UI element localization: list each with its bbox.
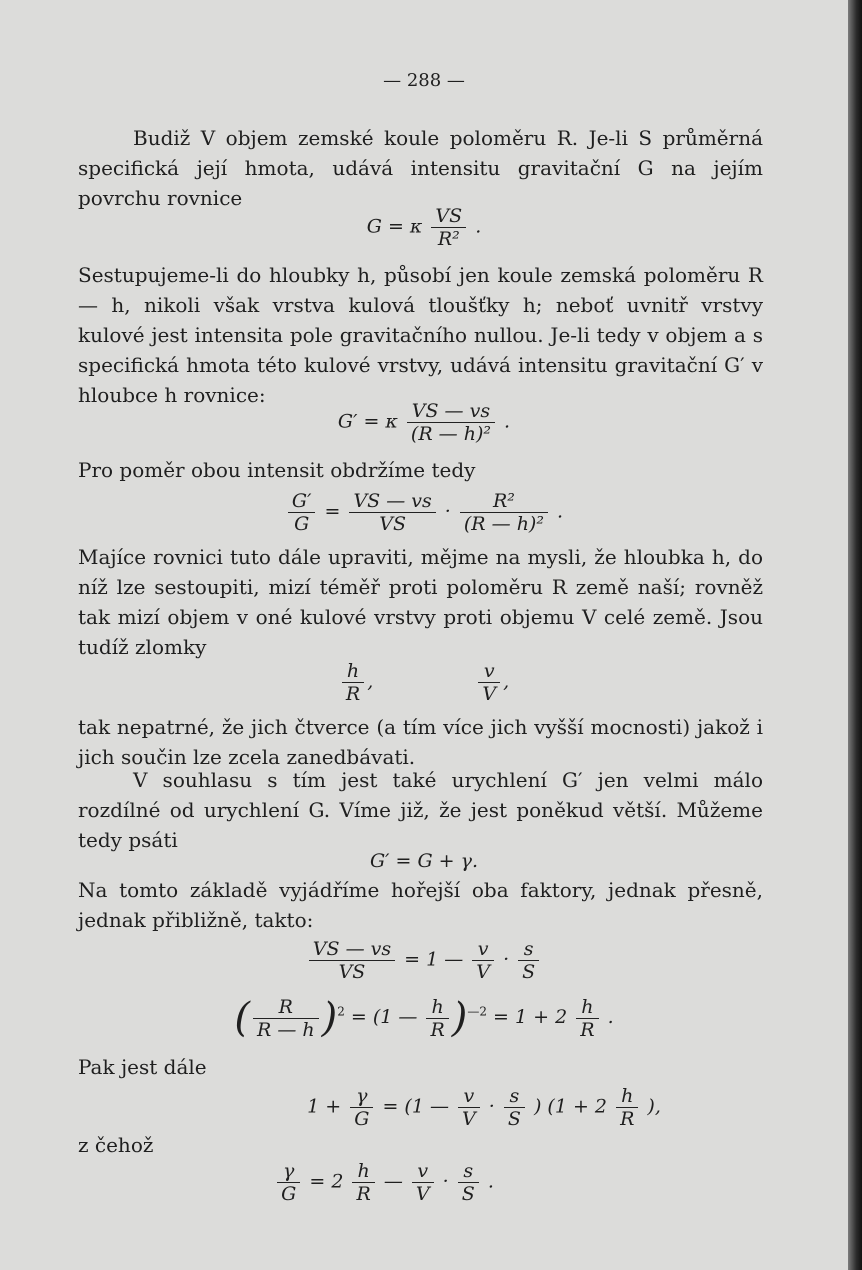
book-spine-edge xyxy=(848,0,862,1270)
paragraph-8: Pak jest dále xyxy=(78,1055,207,1079)
paragraph-7: Na tomto základě vyjádříme hořejší oba faktory, jednak přesně, jednak přibližně, takto: xyxy=(78,878,763,932)
page-number: — 288 — xyxy=(383,70,465,91)
paragraph-1: Budiž V objem zemské koule poloměru R. Je-li S průměrná specifická její hmota, udává intensitu gravitační G na jejím povrchu rovnice xyxy=(78,126,763,210)
equation-6: ( $\frac{R}{R — h}$ )$^2$ = (1 — $\frac{h}{R}$ )$^{—2}$ = 1 + 2 $\frac{h}{R}$ . xyxy=(234,995,614,1041)
fractions-list: $\frac{h}{R}$ , $\frac{v}{V}$ , xyxy=(0,660,848,705)
paragraph-9: z čehož xyxy=(78,1133,154,1157)
equation-3: $\frac{G'}{G}$ = $\frac{VS — vs}{VS}$ · $\frac{\text{R²}}{\text{(R — h)²}}$ . xyxy=(0,490,848,535)
paragraph-5: tak nepatrné, že jich čtverce (a tím více jich vyšší mocnosti) jakož i jich součin lze zcela zanedbávati. xyxy=(78,715,763,769)
paragraph-3: Pro poměr obou intensit obdržíme tedy xyxy=(78,458,476,482)
equation-1: G = κ $\frac{VS}{\text{R²}}$ . xyxy=(366,205,482,250)
paragraph-4: Majíce rovnici tuto dále upraviti, mějme na mysli, že hloubka h, do níž lze sestoupiti, mizí téměř proti poloměru R země naší; rovněž tak mizí objem v oné kulové vrstvy proti objemu V celé země. Jsou tudíž zlomky xyxy=(78,545,763,659)
equation-8: $\frac{\gamma}{G}$ = 2 $\frac{h}{R}$ — $\frac{v}{V}$ · $\frac{s}{S}$ . xyxy=(0,1160,808,1205)
equation-5: $\frac{VS — vs}{VS}$ = 1 — $\frac{v}{V}$ · $\frac{s}{S}$ xyxy=(0,938,848,983)
equation-4: G′ = G + γ. xyxy=(369,850,479,872)
eq1-fraction: $\frac{VS}{\text{R²}}$ xyxy=(431,205,466,250)
paragraph-2: Sestupujeme-li do hloubky h, působí jen koule zemská poloměru R — h, nikoli však vrstva kulová tloušťky h; neboť uvnitř vrstvy kulové jest intensita pole gravitačního nullou. Je-li tedy v objem a s specifická hmota této kulové vrstvy, udává intensitu gravitační G′ v hloubce h rovnice: xyxy=(78,263,763,407)
equation-2: G′ = κ $\frac{VS — vs}{\text{(R — h)²}}$ . xyxy=(337,400,511,445)
paragraph-6: V souhlasu s tím jest také urychlení G′ jen velmi málo rozdílné od urychlení G. Víme již, že jest poněkud větší. Můžeme tedy psáti xyxy=(78,768,763,852)
equation-7: 1 + $\frac{\gamma}{G}$ = (1 — $\frac{v}{V}$ · $\frac{s}{S}$ ) (1 + 2 $\frac{h}{R}$ ), xyxy=(307,1085,661,1130)
eq1-lhs: G = κ xyxy=(366,215,423,238)
